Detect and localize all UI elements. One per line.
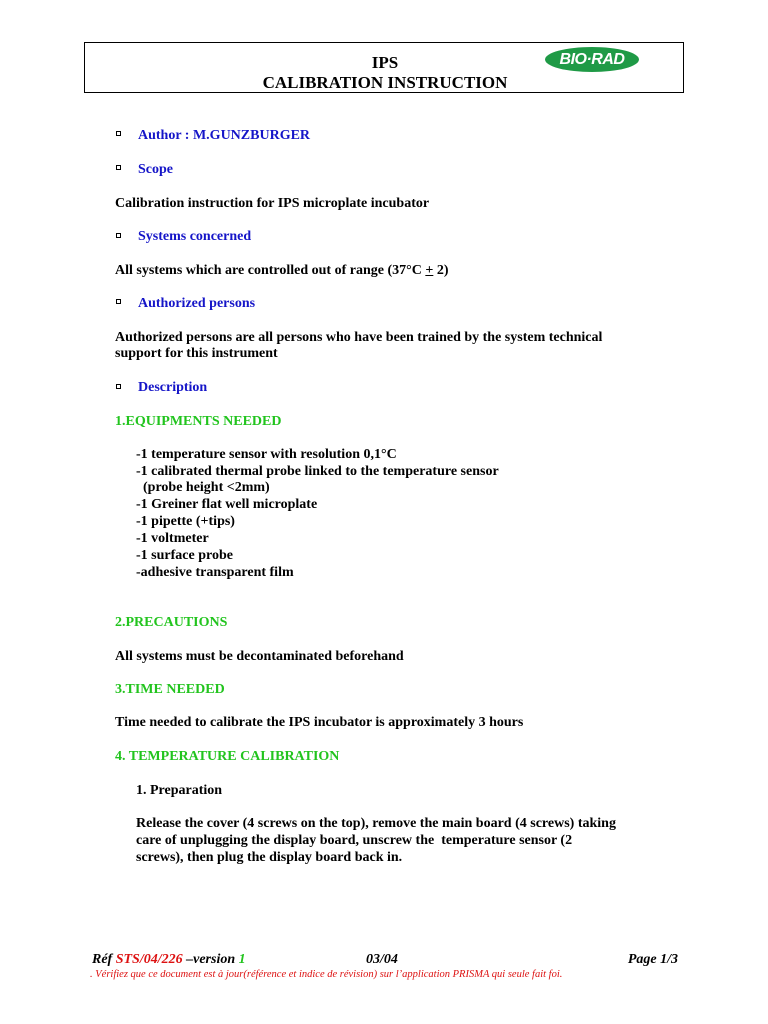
bullet-icon xyxy=(116,131,121,136)
authorized-text-line1: Authorized persons are all persons who have been trained by the system technical xyxy=(115,330,603,345)
systems-text-suffix: 2) xyxy=(433,263,449,278)
document-title-line2: CALIBRATION INSTRUCTION xyxy=(262,73,508,92)
bio-rad-logo: BIO·RAD xyxy=(545,47,639,72)
authorized-text-line2: support for this instrument xyxy=(115,346,278,361)
equipment-item: -1 Greiner flat well microplate xyxy=(136,497,318,512)
document-header xyxy=(84,42,684,93)
page-number: Page 1/3 xyxy=(627,952,678,967)
equipment-item: -1 temperature sensor with resolution 0,1°C xyxy=(136,447,397,462)
systems-heading: Systems concerned xyxy=(138,229,252,244)
document-footer xyxy=(92,951,678,968)
systems-text-prefix: All systems which are controlled out of range (37°C xyxy=(115,263,426,278)
time-text: Time needed to calibrate the IPS incubator is approximately 3 hours xyxy=(115,715,524,730)
description-heading: Description xyxy=(138,380,208,395)
equipment-item: -adhesive transparent film xyxy=(136,565,294,580)
precautions-text: All systems must be decontaminated beforehand xyxy=(115,649,404,664)
systems-text xyxy=(115,262,449,279)
preparation-text-line1: Release the cover (4 screws on the top), remove the main board (4 screws) taking xyxy=(136,816,616,831)
author-heading: Author : M.GUNZBURGER xyxy=(138,128,311,143)
bullet-icon xyxy=(116,233,121,238)
precautions-heading: 2.PRECAUTIONS xyxy=(115,615,228,630)
bullet-icon xyxy=(116,299,121,304)
equipment-item: -1 surface probe xyxy=(136,548,233,563)
ref-label: Réf xyxy=(92,952,116,967)
equipment-item: -1 calibrated thermal probe linked to the temperature sensor xyxy=(136,464,499,479)
preparation-text-line2: care of unplugging the display board, unscrew the temperature sensor (2 xyxy=(136,833,573,848)
authorized-heading: Authorized persons xyxy=(138,296,256,311)
version-number: 1 xyxy=(238,952,246,967)
preparation-subheading: 1. Preparation xyxy=(136,783,223,798)
equipment-heading: 1.EQUIPMENTS NEEDED xyxy=(115,414,282,429)
temperature-heading: 4. TEMPERATURE CALIBRATION xyxy=(115,749,340,764)
scope-text: Calibration instruction for IPS microplate incubator xyxy=(115,196,430,211)
equipment-item: (probe height <2mm) xyxy=(136,480,270,495)
scope-heading: Scope xyxy=(138,162,173,177)
bullet-icon xyxy=(116,384,121,389)
time-heading: 3.TIME NEEDED xyxy=(115,682,225,697)
plus-minus-sign: + xyxy=(425,263,434,278)
footer-reference xyxy=(92,951,246,968)
preparation-text-line3: screws), then plug the display board back in. xyxy=(136,850,403,865)
equipment-item: -1 voltmeter xyxy=(136,531,209,546)
bullet-icon xyxy=(116,165,121,170)
version-label: –version xyxy=(182,952,239,967)
document-title-line1: IPS xyxy=(371,53,399,72)
equipment-item: -1 pipette (+tips) xyxy=(136,514,235,529)
footer-date: 03/04 xyxy=(366,952,398,967)
footer-note: . Vérifiez que ce document est à jour(référence et indice de révision) sur l’application PRISMA qui seule fait foi. xyxy=(90,969,563,980)
ref-code: STS/04/226 xyxy=(115,952,183,967)
